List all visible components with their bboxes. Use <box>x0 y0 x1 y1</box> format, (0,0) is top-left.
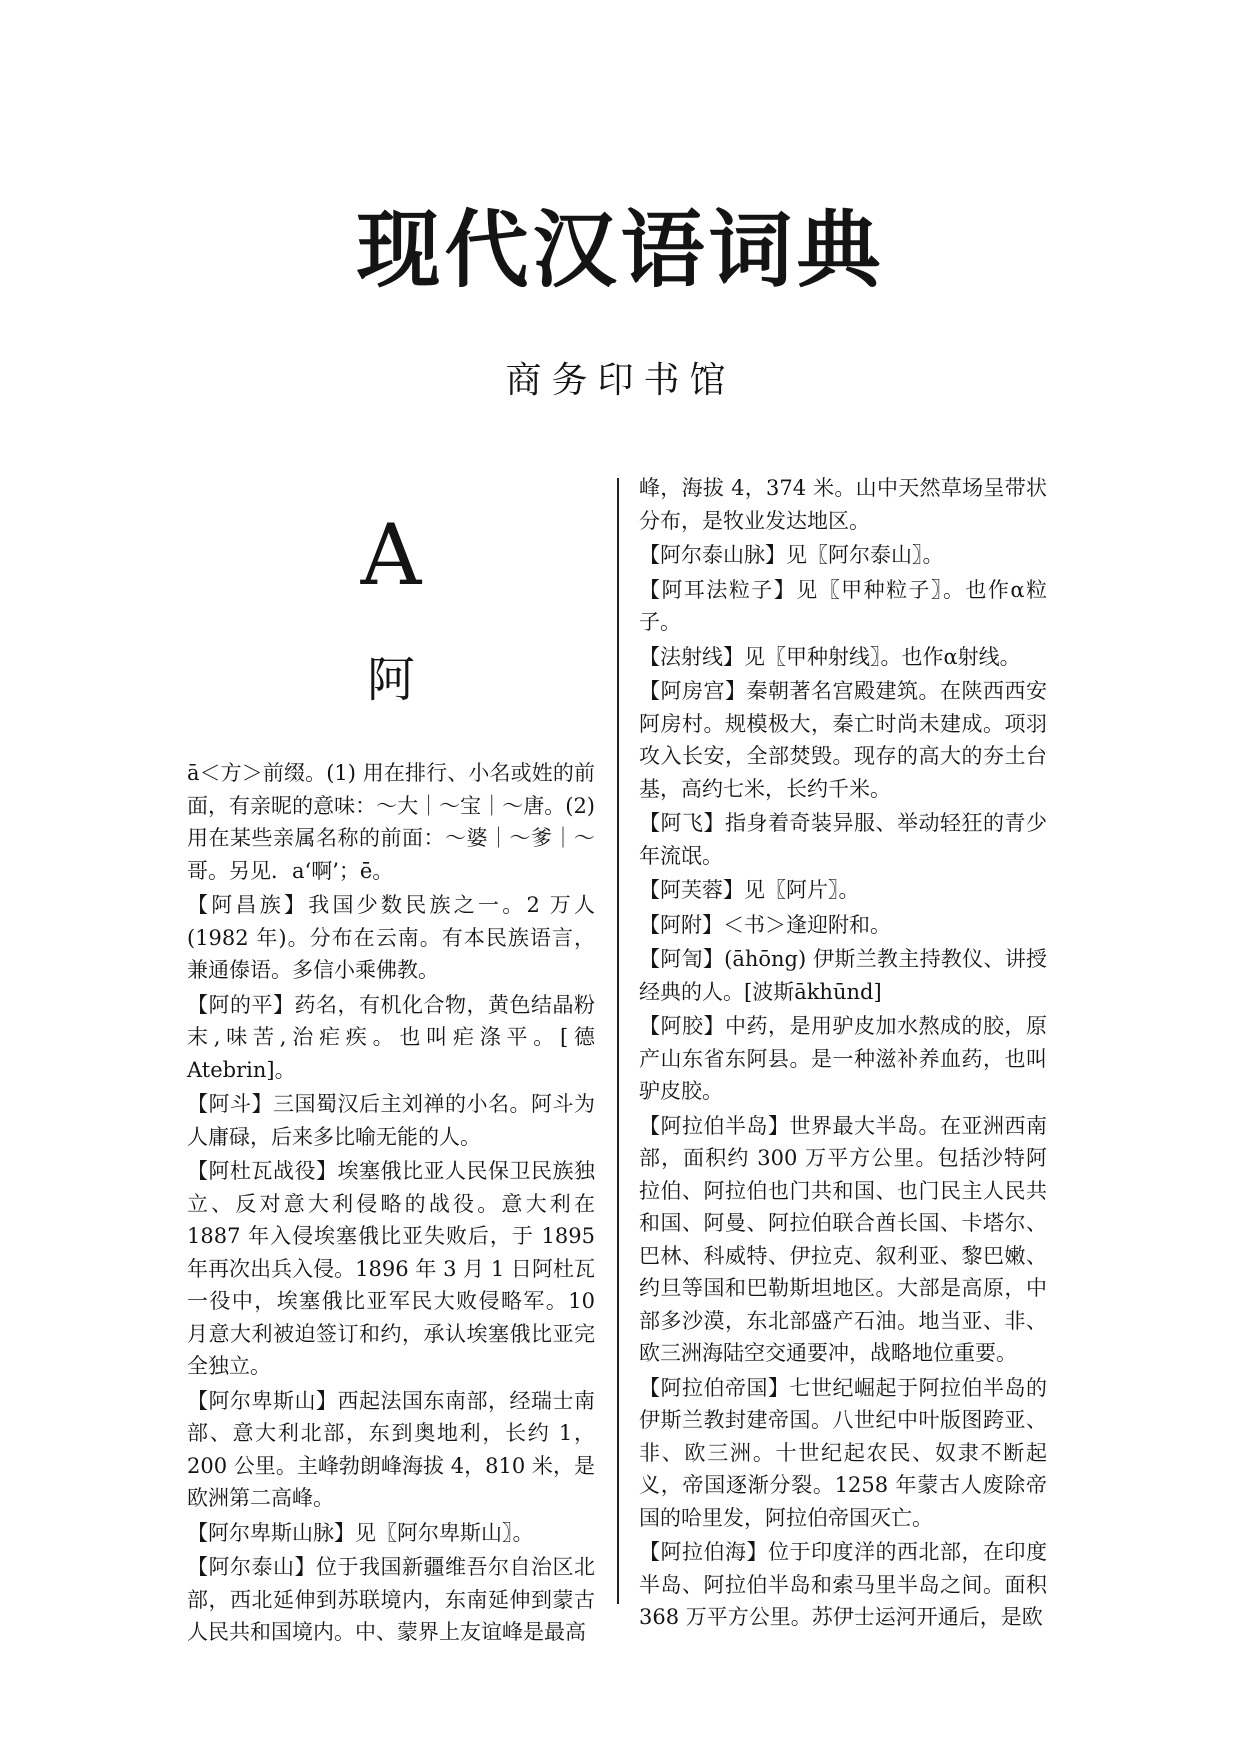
entry-headword: 【阿拉伯海】 <box>639 1540 768 1564</box>
section-letter: A <box>360 506 422 604</box>
entry <box>639 539 1047 572</box>
entry-definition: 见〖甲种粒子〗。也作α粒子。 <box>639 577 1047 634</box>
entry <box>639 472 1047 537</box>
entry-headword: 【阿飞】 <box>639 811 725 835</box>
entry-definition: 位于我国新疆维吾尔自治区北部，西北延伸到苏联境内，东南延伸到蒙古人民共和国境内。中、蒙界上友谊峰是最高 <box>187 1555 595 1644</box>
entry-definition: 见〖甲种射线〗。也作α射线。 <box>744 644 1021 669</box>
entry-definition: 埃塞俄比亚人民保卫民族独立、反对意大利侵略的战役。意大利在 1887 年入侵埃塞俄比亚失败后，于 1895 年再次出兵入侵。1896 年 3 月 1 日阿杜瓦一役中，埃塞俄比亚军民大败侵略军。10 月意大利被迫签订和约，承认埃塞俄比亚完全独立。 <box>187 1159 595 1378</box>
entry <box>187 1551 595 1649</box>
entry-definition: 中药，是用驴皮加水熬成的胶，原产山东省东阿县。是一种滋补养血药，也叫驴皮胶。 <box>639 1014 1047 1103</box>
entry-definition: 药名，有机化合物，黄色结晶粉末,味苦,治疟疾。也叫疟涤平。[德 Atebrin]。 <box>187 992 595 1082</box>
entry-headword: 【阿尔泰山脉】 <box>639 543 786 567</box>
entry-definition: 世界最大半岛。在亚洲西南部，面积约 300 万平方公里。包括沙特阿拉伯、阿拉伯也门共和国、也门民主人民共和国、阿曼、阿拉伯联合酋长国、卡塔尔、巴林、科威特、伊拉克、叙利亚、黎巴嫩、约旦等国和巴勒斯坦地区。大部是高原，中部多沙漠，东北部盛产石油。地当亚、非、欧三洲海陆空交通要冲，战略地位重要。 <box>639 1113 1047 1365</box>
entry-headword: 【阿附】 <box>639 912 723 937</box>
section-character: 阿 <box>366 652 415 708</box>
entry-headword: 【阿杜瓦战役】 <box>187 1159 338 1183</box>
entry <box>639 1010 1047 1108</box>
entry-headword: 【阿的平】 <box>187 992 295 1017</box>
publisher-name: 商务印书馆 <box>505 360 736 401</box>
entry-headword: 【法射线】 <box>639 644 744 669</box>
entry-definition: 七世纪崛起于阿拉伯半岛的伊斯兰教封建帝国。八世纪中叶版图跨亚、非、欧三洲。十世纪起农民、奴隶不断起义，帝国逐渐分裂。1258 年蒙古人废除帝国的哈里发，阿拉伯帝国灭亡。 <box>639 1375 1047 1530</box>
entry-definition: 见〖阿尔泰山〗。 <box>786 543 944 567</box>
entry-definition: 指身着奇装异服、举动轻狂的青少年流氓。 <box>639 811 1047 868</box>
entry-headword: 【阿訇】 <box>639 947 725 971</box>
entry-headword: 【阿胶】 <box>639 1014 725 1038</box>
entry <box>187 1155 595 1383</box>
entry-definition: (āhōng) 伊斯兰教主持教仪、讲授经典的人。[波斯ākhūnd] <box>639 947 1048 1004</box>
entry-definition: 见〖阿尔卑斯山〗。 <box>355 1520 534 1545</box>
entry-headword: 【阿耳法粒子】 <box>639 577 797 602</box>
entry <box>187 989 595 1087</box>
entry-definition: 峰，海拔 4，374 米。山中天然草场呈带状分布，是牧业发达地区。 <box>639 476 1047 533</box>
entry-headword: 【阿尔泰山】 <box>187 1555 316 1579</box>
entry <box>639 675 1047 805</box>
entry-headword: 【阿斗】 <box>187 1092 273 1116</box>
entry-headword: 【阿尔卑斯山】 <box>187 1388 338 1413</box>
entry-definition: 见〖阿片〗。 <box>744 878 860 902</box>
entry-headword: 【阿拉伯半岛】 <box>639 1113 790 1138</box>
entry-definition: 秦朝著名宫殿建筑。在陕西西安阿房村。规模极大，秦亡时尚未建成。项羽攻入长安，全部焚毁。现存的高大的夯土台基，高约七米，长约千米。 <box>639 679 1047 801</box>
entry <box>639 1110 1047 1370</box>
column-divider <box>617 478 619 1604</box>
entry <box>639 943 1047 1008</box>
book-title: 现代汉语词典 <box>356 200 885 299</box>
entry-definition: 我国少数民族之一。2 万人 (1982 年)。分布在云南。有本民族语言，兼通傣语。多信小乘佛教。 <box>187 893 596 982</box>
right-column <box>639 472 1048 1629</box>
entry <box>187 1517 595 1550</box>
entry-headword: 【阿昌族】 <box>187 893 309 917</box>
entry <box>187 1385 595 1515</box>
entry-definition: 位于印度洋的西北部，在印度半岛、阿拉伯半岛和索马里半岛之间。面积 368 万平方公里。苏伊士运河开通后，是欧 <box>639 1540 1047 1629</box>
entry <box>639 909 1047 942</box>
entry-headword: 【阿尔卑斯山脉】 <box>187 1520 355 1545</box>
entry <box>639 874 1047 907</box>
entry-headword: 【阿芙蓉】 <box>639 878 744 902</box>
entry-definition: 三国蜀汉后主刘禅的小名。阿斗为人庸碌，后来多比喻无能的人。 <box>187 1092 595 1149</box>
entry <box>639 641 1047 674</box>
entry <box>187 889 595 987</box>
entry <box>187 757 595 887</box>
left-column <box>187 757 596 1644</box>
entry-definition: ā＜方＞前缀。(1) 用在排行、小名或姓的前面，有亲昵的意味：～大｜～宝｜～唐。(2) 用在某些亲属名称的前面：～婆｜～爹｜～哥。另见．a‘啊’；ē。 <box>187 761 595 883</box>
entry-definition: ＜书＞逢迎附和。 <box>723 912 891 937</box>
entry-headword: 【阿房宫】 <box>639 679 747 703</box>
entry <box>639 1536 1047 1634</box>
entry <box>639 574 1047 639</box>
entry <box>639 807 1047 872</box>
entry <box>639 1372 1047 1535</box>
entry-headword: 【阿拉伯帝国】 <box>639 1375 790 1400</box>
entry <box>187 1088 595 1153</box>
entry-definition: 西起法国东南部，经瑞士南部、意大利北部，东到奥地利，长约 1，200 公里。主峰勃朗峰海拔 4，810 米，是欧洲第二高峰。 <box>187 1388 595 1510</box>
